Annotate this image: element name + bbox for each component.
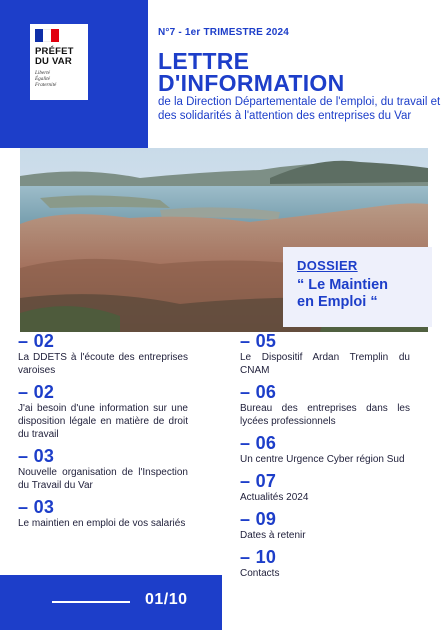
toc-description: Nouvelle organisation de l'Inspection du Travail du Var [18, 467, 188, 491]
newsletter-title [158, 50, 345, 94]
toc-page-number: – 02 [18, 382, 55, 402]
toc-item[interactable] [240, 382, 410, 428]
page-number: 01/10 [145, 591, 188, 608]
toc-item[interactable] [240, 471, 410, 504]
toc-item[interactable] [240, 433, 410, 466]
toc-description: Le maintien en emploi de vos salariés [18, 518, 186, 529]
table-of-contents-right [240, 331, 410, 585]
motto-fraternite: Fraternité [35, 82, 57, 88]
toc-description: Actualités 2024 [240, 492, 309, 503]
toc-item[interactable] [18, 382, 188, 441]
dossier-title-line1: “ Le Maintien [297, 277, 389, 293]
toc-description: J'ai besoin d'une information sur une disposition légale en matière de droit du travail [18, 403, 188, 440]
toc-page-number: – 05 [240, 331, 277, 351]
toc-page-number: – 03 [18, 497, 55, 517]
dossier-title-line2: en Emploi “ [297, 294, 378, 310]
logo-name-line1: PRÉFET [35, 46, 74, 57]
dossier-label: DOSSIER [297, 258, 358, 273]
marianne-flag-icon [35, 29, 59, 42]
toc-item[interactable] [240, 547, 410, 580]
toc-description: Dates à retenir [240, 530, 306, 541]
toc-item[interactable] [18, 331, 188, 377]
toc-item[interactable] [240, 331, 410, 377]
table-of-contents-left [18, 331, 188, 535]
toc-description: Contacts [240, 568, 280, 579]
toc-description: Bureau des entreprises dans les lycées professionnels [240, 403, 410, 427]
title-line1: LETTRE [158, 48, 250, 74]
title-line2: D'INFORMATION [158, 70, 345, 96]
toc-page-number: – 06 [240, 382, 277, 402]
issue-number: N°7 - 1er TRIMESTRE 2024 [158, 27, 290, 38]
toc-description: Un centre Urgence Cyber région Sud [240, 454, 405, 465]
logo-name-line2: DU VAR [35, 56, 72, 67]
toc-description: La DDETS à l'écoute des entreprises varoises [18, 352, 188, 376]
motto-liberte: Liberté [35, 70, 50, 76]
toc-page-number: – 03 [18, 446, 55, 466]
newsletter-subtitle: de la Direction Départementale de l'emploi, du travail et des solidarités à l'attention des entreprises du Var [158, 96, 441, 122]
toc-page-number: – 07 [240, 471, 277, 491]
toc-page-number: – 10 [240, 547, 277, 567]
toc-description: Le Dispositif Ardan Tremplin du CNAM [240, 352, 410, 376]
toc-item[interactable] [240, 509, 410, 542]
motto-egalite: Égalité [35, 76, 50, 82]
dossier-highlight-box[interactable] [283, 247, 432, 327]
toc-page-number: – 02 [18, 331, 55, 351]
toc-page-number: – 06 [240, 433, 277, 453]
toc-item[interactable] [18, 446, 188, 492]
prefet-du-var-logo [30, 24, 88, 100]
toc-page-number: – 09 [240, 509, 277, 529]
footer-divider [52, 601, 130, 603]
footer-bar [0, 575, 222, 630]
toc-item[interactable] [18, 497, 188, 530]
